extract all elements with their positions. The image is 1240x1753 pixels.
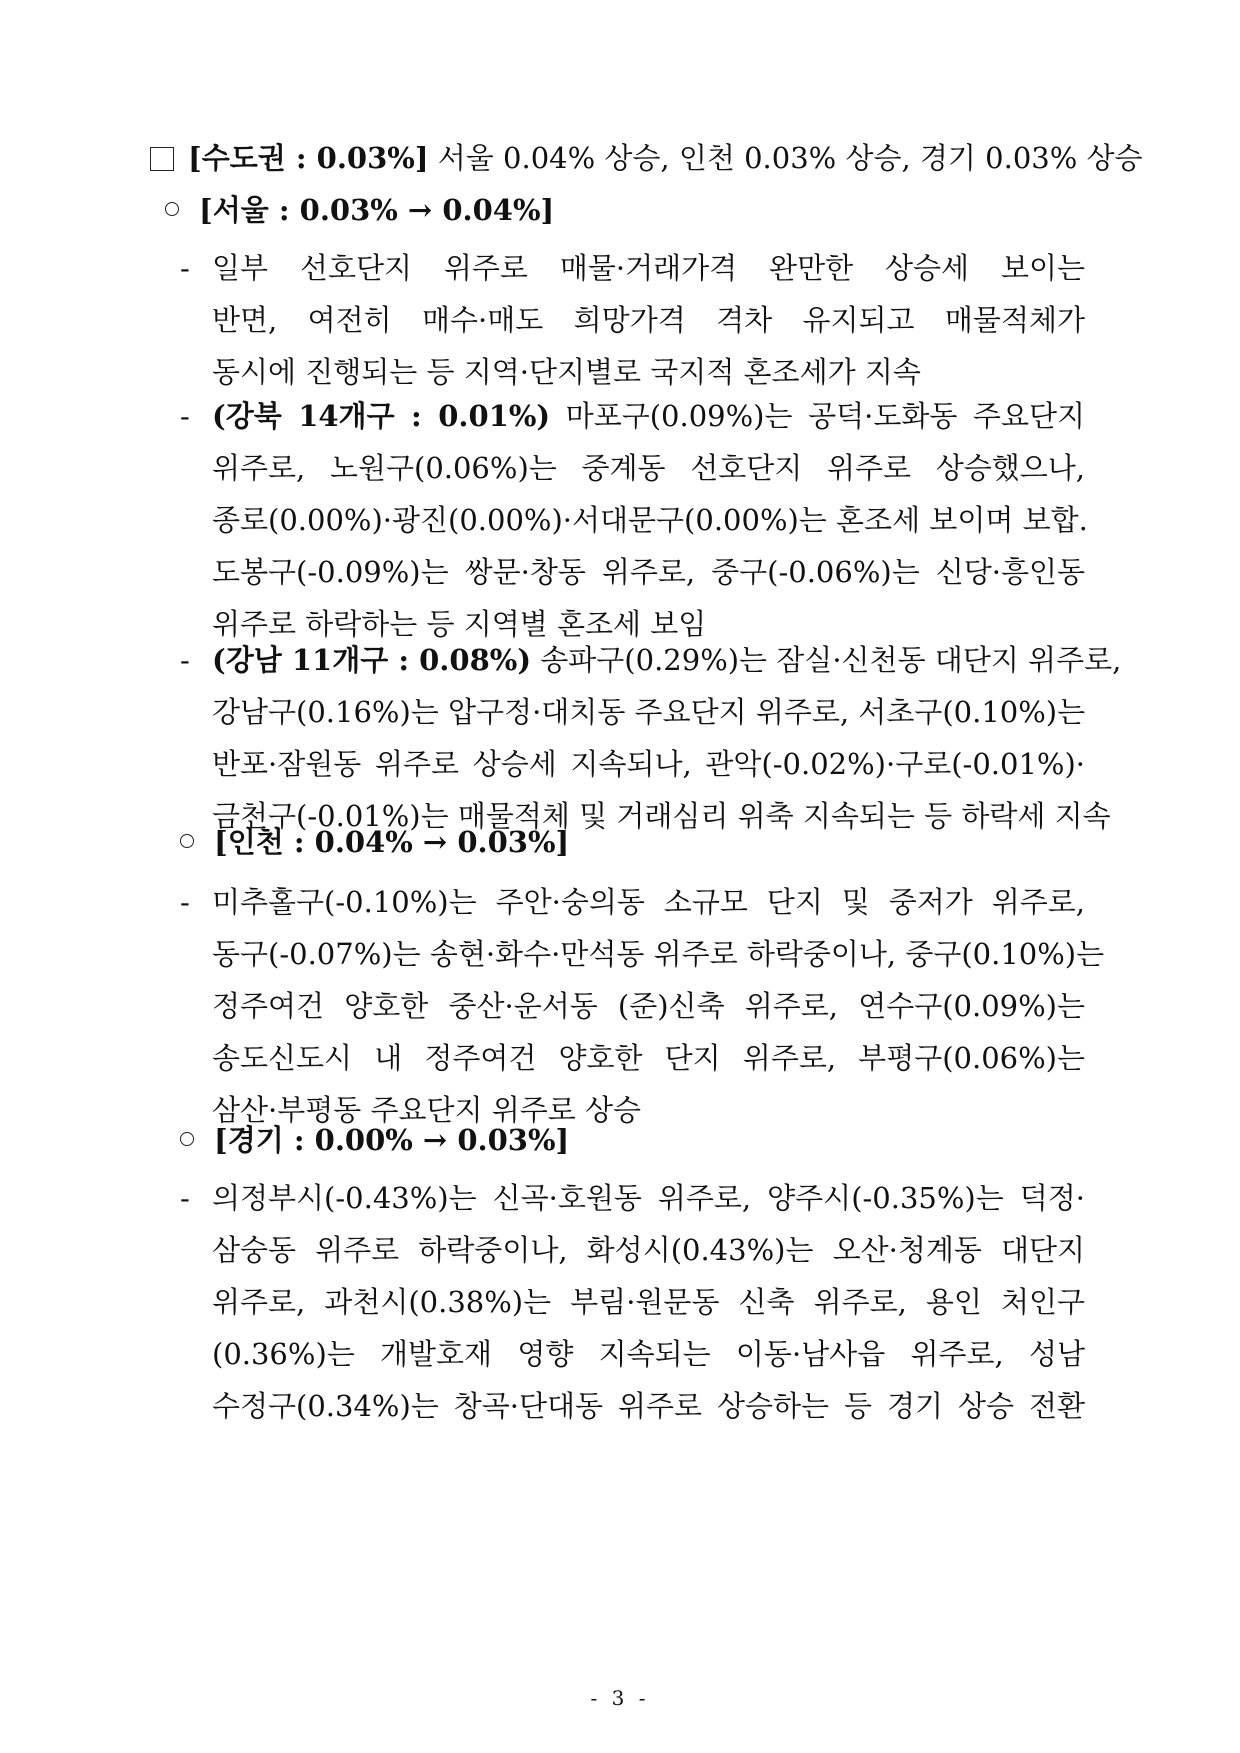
subheading-seoul bbox=[165, 190, 554, 230]
text-line: 송도신도시 내 정주여건 양호한 단지 위주로, 부평구(0.06%)는 bbox=[212, 1041, 1085, 1075]
text-line: 도봉구(-0.09%)는 쌍문·창동 위주로, 중구(-0.06%)는 신당·흥인동 bbox=[212, 555, 1085, 589]
heading-label: [수도권 : 0.03%] bbox=[188, 141, 429, 175]
dash-bullet: - bbox=[180, 399, 190, 433]
checkbox-square-icon bbox=[150, 147, 174, 171]
gangnam-text: 송파구(0.29%)는 잠실·신천동 대단지 위주로, bbox=[531, 643, 1122, 677]
text-line: 동시에 진행되는 등 지역·단지별로 국지적 혼조세가 지속 bbox=[212, 355, 921, 389]
dash-bullet: - bbox=[180, 1181, 190, 1215]
section-heading bbox=[150, 138, 1143, 178]
text-line: 동구(-0.07%)는 송현·화수·만석동 위주로 하락중이나, 중구(0.10%)는 bbox=[212, 937, 1105, 971]
text-line bbox=[180, 634, 1122, 686]
text-line: 미추홀구(-0.10%)는 주안·숭의동 소규모 단지 및 중저가 위주로, bbox=[212, 885, 1085, 919]
text-line bbox=[180, 390, 1085, 442]
subheading-gyeonggi-title: [경기 : 0.00% → 0.03%] bbox=[214, 1123, 570, 1157]
paragraph-gyeonggi bbox=[180, 1172, 1085, 1432]
dash-bullet: - bbox=[180, 643, 190, 677]
text-line: 위주로, 노원구(0.06%)는 중계동 선호단지 위주로 상승했으나, bbox=[212, 451, 1085, 485]
dash-bullet: - bbox=[180, 251, 190, 285]
text-line: 반면, 여전히 매수·매도 희망가격 격차 유지되고 매물적체가 bbox=[212, 303, 1085, 337]
paragraph-seoul-gangbuk bbox=[180, 390, 1088, 650]
text-line: 위주로 하락하는 등 지역별 혼조세 보임 bbox=[212, 607, 707, 641]
dash-bullet: - bbox=[180, 885, 190, 919]
gangnam-label: (강남 11개구 : 0.08%) bbox=[212, 643, 532, 677]
heading-summary: 서울 0.04% 상승, 인천 0.03% 상승, 경기 0.03% 상승 bbox=[428, 141, 1143, 175]
subheading-incheon bbox=[180, 822, 569, 862]
text-line: 일부 선호단지 위주로 매물·거래가격 완만한 상승세 보이는 bbox=[212, 251, 1085, 285]
text-line: 종로(0.00%)·광진(0.00%)·서대문구(0.00%)는 혼조세 보이며 보합. bbox=[212, 503, 1088, 537]
text-line: 금천구(-0.01%)는 매물적체 및 거래심리 위축 지속되는 등 하락세 지속 bbox=[212, 799, 1111, 833]
subheading-gyeonggi bbox=[180, 1120, 569, 1160]
text-line: 삼숭동 위주로 하락중이나, 화성시(0.43%)는 오산·청계동 대단지 bbox=[212, 1233, 1085, 1267]
paragraph-seoul-gangnam bbox=[180, 634, 1122, 842]
page-number: - 3 - bbox=[590, 1686, 650, 1710]
text-line: (0.36%)는 개발호재 영향 지속되는 이동·남사읍 위주로, 성남 bbox=[212, 1337, 1085, 1371]
gangbuk-label: (강북 14개구 : 0.01%) bbox=[212, 399, 551, 433]
text-line: 반포·잠원동 위주로 상승세 지속되나, 관악(-0.02%)·구로(-0.01%)· bbox=[212, 747, 1085, 781]
circle-bullet-icon bbox=[165, 202, 179, 216]
text-line: 강남구(0.16%)는 압구정·대치동 주요단지 위주로, 서초구(0.10%)는 bbox=[212, 695, 1086, 729]
subheading-seoul-title: [서울 : 0.03% → 0.04%] bbox=[199, 193, 555, 227]
subheading-incheon-title: [인천 : 0.04% → 0.03%] bbox=[214, 825, 570, 859]
paragraph-seoul-overview bbox=[180, 242, 1085, 398]
text-line: 위주로, 과천시(0.38%)는 부림·원문동 신축 위주로, 용인 처인구 bbox=[212, 1285, 1085, 1319]
text-line: 정주여건 양호한 중산·운서동 (준)신축 위주로, 연수구(0.09%)는 bbox=[212, 989, 1085, 1023]
text-line: 삼산·부평동 주요단지 위주로 상승 bbox=[212, 1093, 642, 1127]
text-line: 의정부시(-0.43%)는 신곡·호원동 위주로, 양주시(-0.35%)는 덕정· bbox=[212, 1181, 1085, 1215]
text-line: 수정구(0.34%)는 창곡·단대동 위주로 상승하는 등 경기 상승 전환 bbox=[212, 1389, 1085, 1423]
circle-bullet-icon bbox=[180, 1132, 194, 1146]
gangbuk-text: 마포구(0.09%)는 공덕·도화동 주요단지 bbox=[550, 399, 1085, 433]
circle-bullet-icon bbox=[180, 834, 194, 848]
paragraph-incheon bbox=[180, 876, 1105, 1136]
